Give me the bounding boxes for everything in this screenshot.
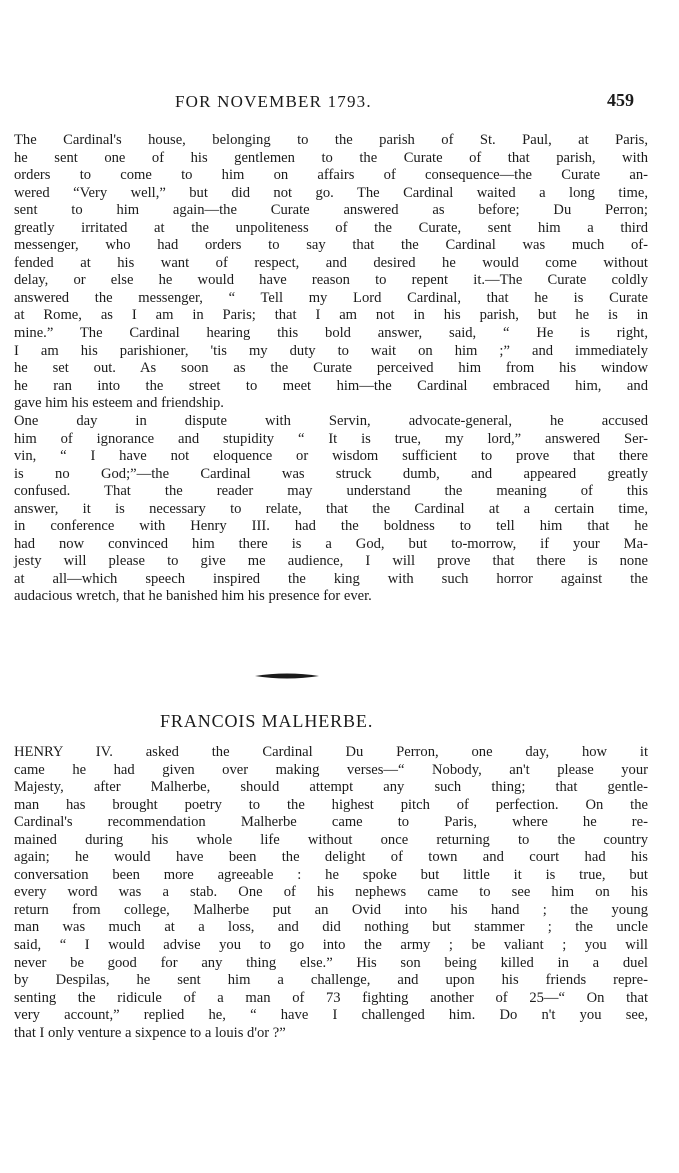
text-line: in conference with Henry III. had the boldness to tell him that he [14, 518, 648, 535]
text-line: delay, or else he would have reason to repent it.—The Curate coldly [14, 272, 648, 289]
text-line: very account,” replied he, “ have I challenged him. Do n't you see, [14, 1007, 648, 1024]
text-line: him of ignorance and stupidity “ It is true, my lord,” answered Ser- [14, 430, 648, 447]
text-line: every word was a stab. One of his nephews came to see him on his [14, 884, 648, 901]
text-line: fended at his want of respect, and desired he would come without [14, 254, 648, 271]
text-line: again; he would have been the delight of town and court had his [14, 849, 648, 866]
text-line: by Despilas, he sent him a challenge, and upon his friends repre- [14, 972, 648, 989]
text-line: sent to him again—the Curate answered as before; Du Perron; [14, 202, 648, 219]
article-paragraph-3 [14, 744, 648, 1042]
text-line: answer, it is necessary to relate, that the Cardinal at a certain time, [14, 500, 648, 517]
text-line: jesty will please to give me audience, I will prove that there is none [14, 553, 648, 570]
text-line: I am his parishioner, 'tis my duty to wait on him ;” and immediately [14, 342, 648, 359]
text-line: answered the messenger, “ Tell my Lord Cardinal, that he is Curate [14, 289, 648, 306]
text-line: at all—which speech inspired the king with such horror against the [14, 570, 648, 587]
page-number: 459 [607, 90, 634, 110]
text-line: messenger, who had orders to say that the Cardinal was much of- [14, 237, 648, 254]
text-line: said, “ I would advise you to go into the army ; be valiant ; you will [14, 937, 648, 954]
text-line: HENRY IV. asked the Cardinal Du Perron, one day, how it [14, 744, 648, 760]
text-line: conversation been more agreeable : he spoke but little it is true, but [14, 866, 648, 883]
text-line: greatly irritated at the unpoliteness of the Curate, sent him a third [14, 219, 648, 236]
text-line: he ran into the street to meet him—the Cardinal embraced him, and [14, 377, 648, 394]
text-line: The Cardinal's house, belonging to the parish of St. Paul, at Paris, [14, 132, 648, 148]
article-paragraph-2 [14, 413, 648, 606]
text-line: confused. That the reader may understand the meaning of this [14, 483, 648, 500]
text-line: gave him his esteem and friendship. [14, 395, 224, 412]
text-line: man has brought poetry to the highest pitch of perfection. On the [14, 796, 648, 813]
text-line: vin, “ I have not eloquence or wisdom sufficient to prove that there [14, 448, 648, 465]
text-line: wered “Very well,” but did not go. The Cardinal waited a long time, [14, 184, 648, 201]
text-line: never be good for any thing else.” His son being killed in a duel [14, 954, 648, 971]
text-line: senting the ridicule of a man of 73 fighting another of 25—“ On that [14, 989, 648, 1006]
text-line: mained during his whole life without once returning to the country [14, 831, 648, 848]
text-line: man was much at a loss, and did nothing but stammer ; the uncle [14, 919, 648, 936]
text-line: he sent one of his gentlemen to the Curate of that parish, with [14, 149, 648, 166]
text-line: had now convinced him there is a God, but to-morrow, if your Ma- [14, 535, 648, 552]
text-line: return from college, Malherbe put an Ovid into his hand ; the young [14, 901, 648, 918]
running-head: FOR NOVEMBER 1793. [175, 92, 372, 111]
text-line: Cardinal's recommendation Malherbe came to Paris, where he re- [14, 814, 648, 831]
article-paragraph-1 [14, 132, 648, 413]
text-line: orders to come to him on affairs of consequence—the Curate an- [14, 167, 648, 184]
text-line: came he had given over making verses—“ Nobody, an't please your [14, 761, 648, 778]
text-line: he set out. As soon as the Curate perceived him from his window [14, 360, 648, 377]
text-line: audacious wretch, that he banished him his presence for ever. [14, 588, 372, 605]
section-title: FRANCOIS MALHERBE. [160, 711, 374, 731]
text-line: mine.” The Cardinal hearing this bold answer, said, “ He is right, [14, 325, 648, 342]
text-line: is no God;”—the Cardinal was struck dumb, and appeared greatly [14, 465, 648, 482]
text-line: that I only venture a sixpence to a louis d'or ?” [14, 1024, 286, 1041]
section-divider-ornament [255, 672, 319, 680]
text-line: One day in dispute with Servin, advocate-general, he accused [14, 413, 648, 429]
text-line: Majesty, after Malherbe, should attempt any such thing; that gentle- [14, 779, 648, 796]
text-line: at Rome, as I am in Paris; that I am not in his parish, but he is in [14, 307, 648, 324]
